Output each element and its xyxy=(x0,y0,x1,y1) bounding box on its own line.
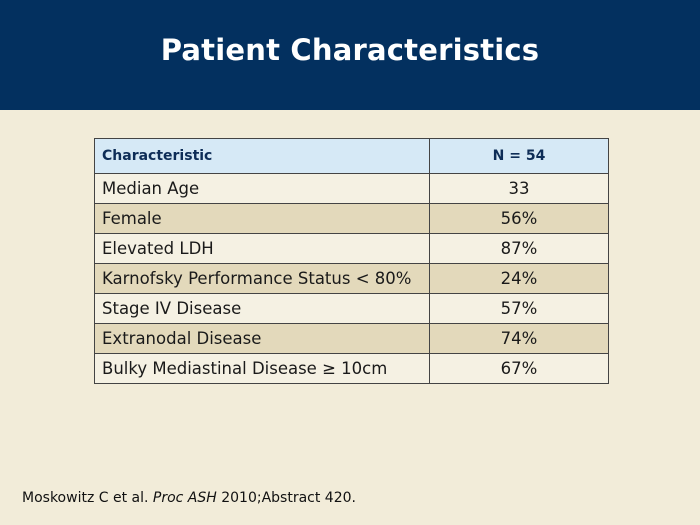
slide-title: Patient Characteristics xyxy=(160,33,540,67)
column-header-characteristic: Characteristic xyxy=(95,139,430,174)
row-label: Female xyxy=(95,204,430,234)
table-row xyxy=(95,354,609,384)
row-value: 24% xyxy=(430,264,609,294)
row-label: Karnofsky Performance Status < 80% xyxy=(95,264,430,294)
table-row xyxy=(95,204,609,234)
row-value: 56% xyxy=(430,204,609,234)
table-row xyxy=(95,174,609,204)
table-row xyxy=(95,264,609,294)
column-header-n: N = 54 xyxy=(430,139,609,174)
citation-authors: Moskowitz C et al. xyxy=(22,490,153,506)
citation-journal: Proc ASH xyxy=(152,490,217,506)
row-label: Stage IV Disease xyxy=(95,294,430,324)
row-value: 33 xyxy=(430,174,609,204)
row-label: Bulky Mediastinal Disease ≥ 10cm xyxy=(95,354,430,384)
table-row xyxy=(95,294,609,324)
row-label: Median Age xyxy=(95,174,430,204)
table-header-row xyxy=(95,139,609,174)
row-value: 87% xyxy=(430,234,609,264)
row-label: Elevated LDH xyxy=(95,234,430,264)
row-label: Extranodal Disease xyxy=(95,324,430,354)
characteristics-table xyxy=(94,138,609,384)
row-value: 74% xyxy=(430,324,609,354)
row-value: 57% xyxy=(430,294,609,324)
citation-details: 2010;Abstract 420. xyxy=(216,490,356,506)
table-row xyxy=(95,234,609,264)
table-row xyxy=(95,324,609,354)
citation xyxy=(22,490,356,506)
row-value: 67% xyxy=(430,354,609,384)
